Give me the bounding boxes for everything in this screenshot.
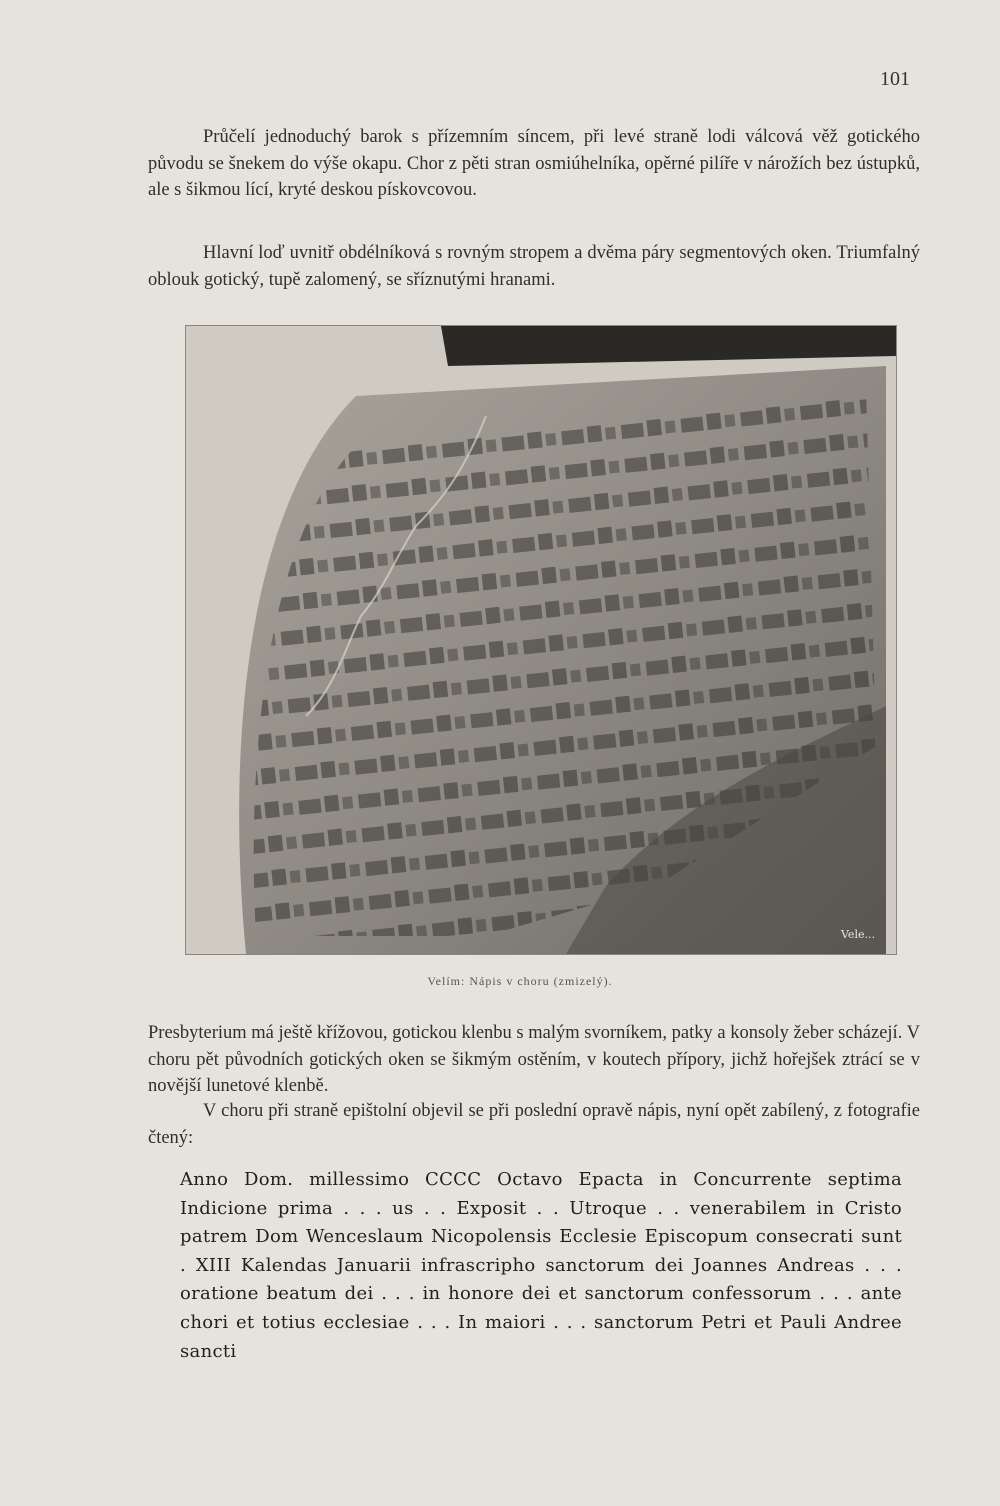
page-number: 101 xyxy=(880,68,910,90)
paragraph-epistle-side: V choru při straně epištolní objevil se při poslední opravě nápis, nyní opět zabílený, z fotografie čtený: xyxy=(148,1101,920,1148)
photographer-signature: Vele... xyxy=(841,928,875,941)
paragraph-facade: Průčelí jednoduchý barok s přízemním síncem, při levé straně lodi válcová věž gotického původu se šnekem do výše okapu. Chor z pěti stran osmiúhelníka, opěrné pilíře v nárožích bez ústupků, ale s šikmou lící, kryté deskou pískovcovou. xyxy=(148,127,920,200)
paragraph-presbytery: Presbyterium má ještě křížovou, gotickou klenbu s malým svorníkem, patky a konsoly žeber scházejí. V choru pět původních gotických oken se šikmým ostěním, v koutech přípory, jichž hořejšek ztrácí se v novější lunetové klenbě. xyxy=(148,1023,920,1096)
paragraph-nave: Hlavní loď uvnitř obdélníková s rovným stropem a dvěma páry segmentových oken. Triumfalný oblouk gotický, tupě zalomený, se sříznutými hranami. xyxy=(148,243,920,290)
latin-inscription: Anno Dom. millessimo CCCC Octavo Epacta in Concurrente septima Indicione prima . . . us . . Exposit . . Utroque . . venerabilem in Cristo patrem Dom Wenceslaum Nicopolensis Ecclesie Episcopum consecrati sunt . XIII Kalendas Januarii infrascripho sanctorum dei Joannes Andreas . . . oratione beatum dei . . . in honore dei et sanctorum confessorum . . . ante chori et totius ecclesiae . . . In maiori . . . sanctorum Petri et Pauli Andree sancti xyxy=(180,1169,902,1362)
inscription-photo xyxy=(185,325,897,955)
photo-caption: Velím: Nápis v choru (zmizelý). xyxy=(427,974,613,988)
inscription-photo-image xyxy=(186,326,896,954)
